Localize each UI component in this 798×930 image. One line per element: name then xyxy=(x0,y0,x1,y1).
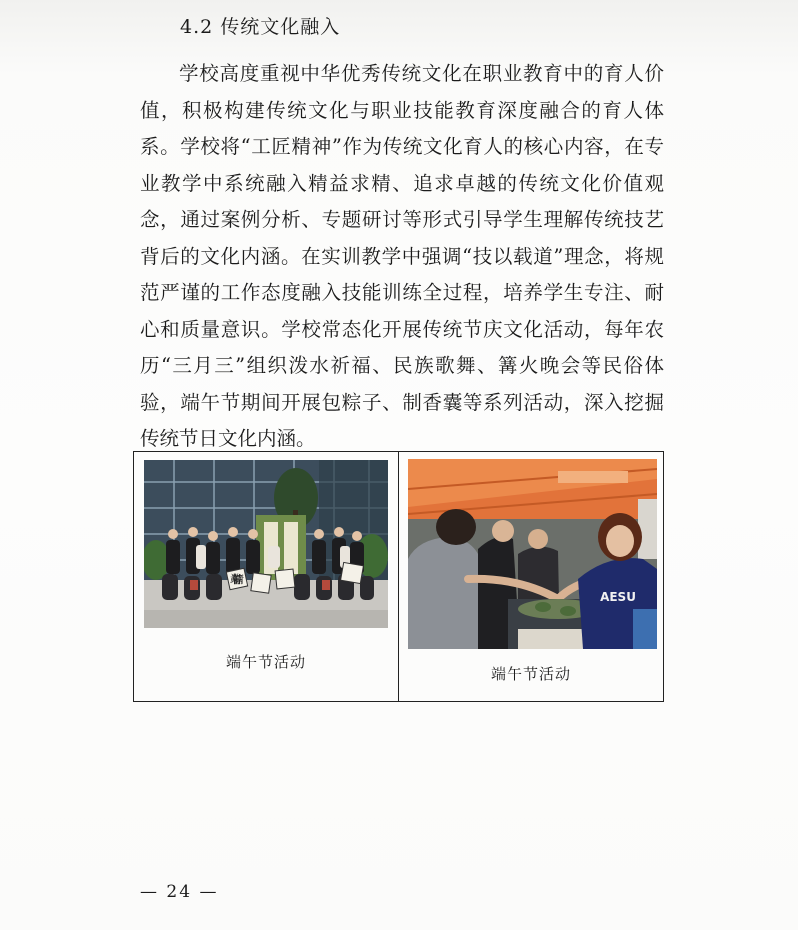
figure-caption-right: 端午节活动 xyxy=(490,665,571,683)
figure-caption-left: 端午节活动 xyxy=(225,653,306,671)
group-photo xyxy=(144,460,388,628)
shirt-print: AESU xyxy=(600,590,636,604)
figure-cell-right xyxy=(399,452,663,701)
figure-cell-left xyxy=(134,452,399,701)
figure-table xyxy=(133,451,664,702)
section-heading: 4.2 传统文化融入 xyxy=(180,16,341,38)
activity-photo xyxy=(408,459,657,649)
page-number: — 24 — xyxy=(140,882,219,902)
sign-char-1: 端午粽情 xyxy=(230,573,244,586)
body-paragraph: 学校高度重视中华优秀传统文化在职业教育中的育人价值，积极构建传统文化与职业技能教育深度融合的育人体系。学校将“工匠精神”作为传统文化育人的核心内容，在专业教学中系统融入精益求精、追求卓越的传统文化价值观念，通过案例分析、专题研讨等形式引导学生理解传统技艺背后的文化内涵。在实训教学中强调“技以载道”理念，将规范严谨的工作态度融入技能训练全过程，培养学生专注、耐心和质量意识。学校常态化开展传统节庆文化活动，每年农历“三月三”组织泼水祈福、民族歌舞、篝火晚会等民俗体验，端午节期间开展包粽子、制香囊等系列活动，深入挖掘传统节日文化内涵。 xyxy=(140,62,664,450)
